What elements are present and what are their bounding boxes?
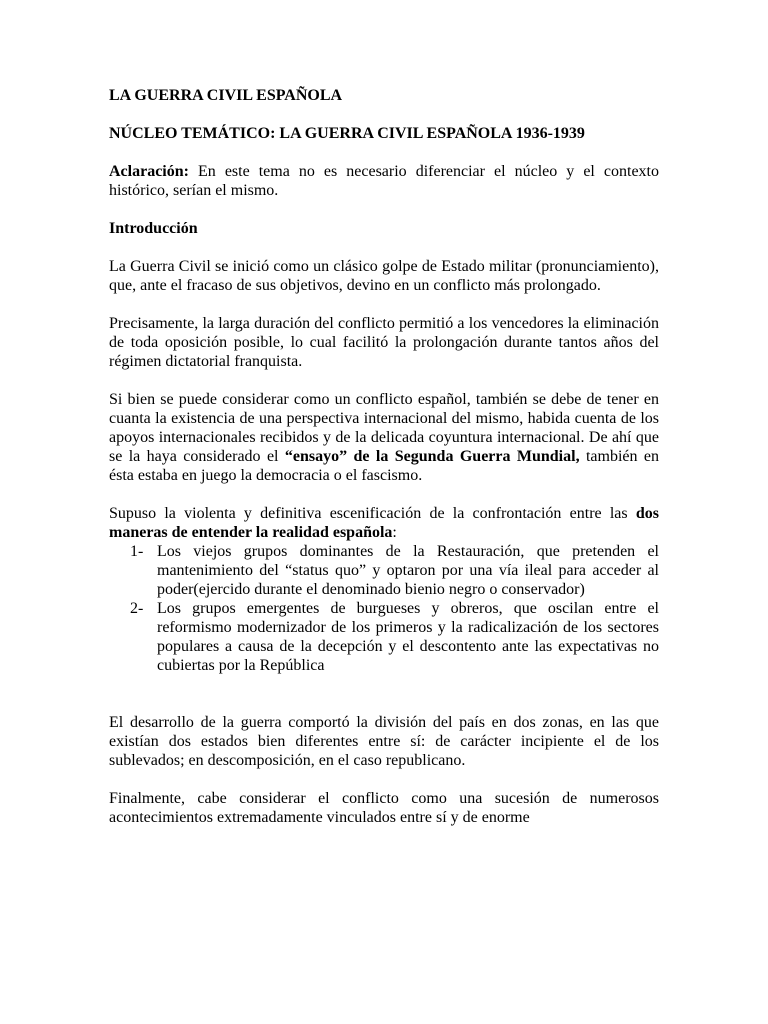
list-item-number: 1- — [130, 543, 144, 560]
paragraph-4-text-after: : — [392, 524, 397, 541]
paragraph-3-text-after: también en ésta estaba en juego la democracia o el fascismo. — [109, 448, 660, 484]
paragraph-5: El desarrollo de la guerra comportó la división del país en dos zonas, en las que existían dos estados bien diferentes entre sí: de carácter incipiente el de los sublevados; en descomposición, en el caso republicano. — [109, 714, 659, 769]
document-title: LA GUERRA CIVIL ESPAÑOLA — [109, 87, 343, 104]
clarification-paragraph — [109, 162, 659, 200]
list-item-text: Los grupos emergentes de burgueses y obreros, que oscilan entre el reformismo modernizador de los primeros y la radicalización de los sectores populares a causa de la decepción y el descontento ante las expectativas no cubiertas por la República — [157, 600, 659, 674]
paragraph-4-text-before: Supuso la violenta y definitiva escenificación de la confrontación entre las — [109, 505, 636, 522]
list-item — [109, 542, 659, 599]
paragraph-4 — [109, 504, 659, 542]
document-body — [109, 86, 659, 827]
paragraph-4-bold: dos maneras de entender la realidad española — [109, 505, 659, 541]
document-subtitle: NÚCLEO TEMÁTICO: LA GUERRA CIVIL ESPAÑOLA 1936-1939 — [109, 125, 585, 142]
clarification-text: En este tema no es necesario diferenciar el núcleo y el contexto histórico, serían el mismo. — [109, 163, 659, 199]
list-item-text: Los viejos grupos dominantes de la Restauración, que pretenden el mantenimiento del “status quo” y optaron por una vía ileal para acceder al poder(ejercido durante el denominado bienio negro o conservador) — [157, 543, 659, 598]
numbered-list — [109, 542, 659, 675]
list-item-number: 2- — [130, 600, 144, 617]
paragraph-3-bold: “ensayo” de la Segunda Guerra Mundial, — [284, 448, 580, 465]
introduction-heading: Introducción — [109, 220, 198, 237]
clarification-label: Aclaración: — [109, 163, 189, 180]
paragraph-3 — [109, 390, 659, 485]
list-item — [109, 599, 659, 675]
paragraph-3-text-before: Si bien se puede considerar como un conflicto español, también se debe de tener en cuanta la existencia de una perspectiva internacional del mismo, habida cuenta de los apoyos internacionales recibidos y de la delicada coyuntura internacional. De ahí que se la haya considerado el — [109, 391, 659, 465]
paragraph-1: La Guerra Civil se inició como un clásico golpe de Estado militar (pronunciamiento), que, ante el fracaso de sus objetivos, devino en un conflicto más prolongado. — [109, 258, 659, 294]
paragraph-2: Precisamente, la larga duración del conflicto permitió a los vencedores la eliminación de toda oposición posible, lo cual facilitó la prolongación durante tantos años del régimen dictatorial franquista. — [109, 315, 659, 370]
paragraph-6: Finalmente, cabe considerar el conflicto como una sucesión de numerosos acontecimientos extremadamente vinculados entre sí y de enorme — [109, 790, 659, 826]
